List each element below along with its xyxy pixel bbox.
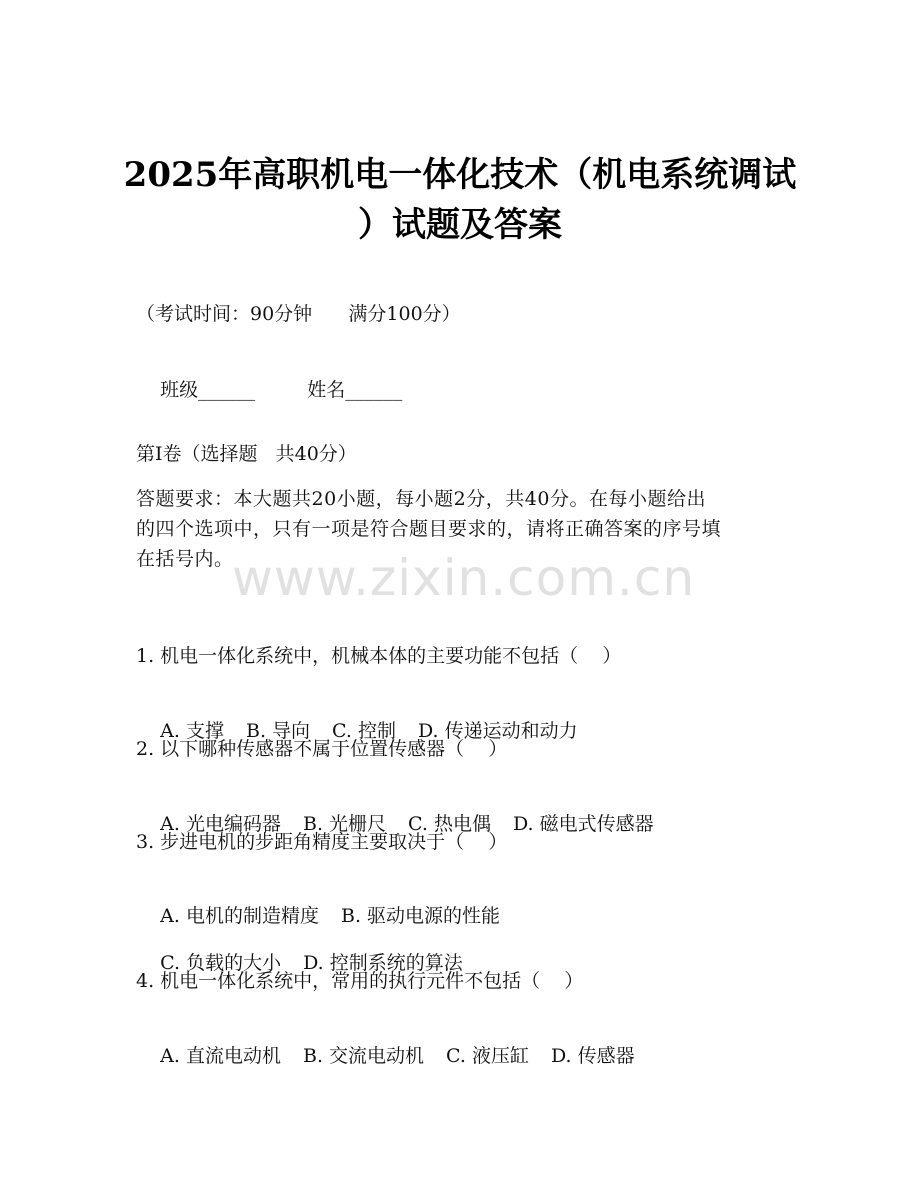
question-stem: 2. 以下哪种传感器不属于位置传感器（ ） [136,738,508,760]
option-b: B. 交流电动机 [302,1045,425,1067]
option-b: B. 光栅尺 [302,813,387,835]
option-a: A. 直流电动机 [160,1045,281,1067]
class-field: 班级______ [160,379,256,401]
question-stem: 4. 机电一体化系统中，常用的执行元件不包括（ ） [136,970,584,992]
document-title [80,150,840,250]
option-c: C. 液压缸 [446,1045,529,1067]
section-instructions [136,484,776,574]
option-a: A. 支撑 [160,720,224,742]
option-a: A. 电机的制造精度 [160,905,319,927]
option-d: D. 传递运动和动力 [417,720,578,742]
option-c: C. 控制 [332,720,396,742]
instruction-line: 答题要求：本大题共20小题，每小题2分，共40分。在每小题给出 [136,488,706,510]
question-stem: 3. 步进电机的步距角精度主要取决于（ ） [136,831,508,853]
instruction-line: 在括号内。 [136,548,234,570]
option-d: D. 传感器 [550,1045,635,1067]
section-heading: 第I卷（选择题 共40分） [136,443,357,465]
student-fields [136,348,796,432]
option-c: C. 热电偶 [408,813,491,835]
option-a: A. 光电编码器 [160,813,281,835]
title-line-2: ）试题及答案 [358,205,562,245]
option-b: B. 驱动电源的性能 [340,905,501,927]
title-line-1: 2025年高职机电一体化技术（机电系统调试 [123,155,797,195]
site-watermark: www.zixin.com.cn [232,549,696,607]
instruction-line: 的四个选项中，只有一项是符合题目要求的，请将正确答案的序号填 [136,518,722,540]
option-line [136,1014,796,1098]
option-d: D. 磁电式传感器 [512,813,654,835]
question-stem: 1. 机电一体化系统中，机械本体的主要功能不包括（ ） [136,645,622,667]
option-b: B. 导向 [245,720,311,742]
option-c: C. 负载的大小 [160,952,282,974]
option-d: D. 控制系统的算法 [303,952,463,974]
name-field: 姓名______ [307,379,403,401]
exam-info: （考试时间：90分钟 满分100分） [136,303,461,325]
